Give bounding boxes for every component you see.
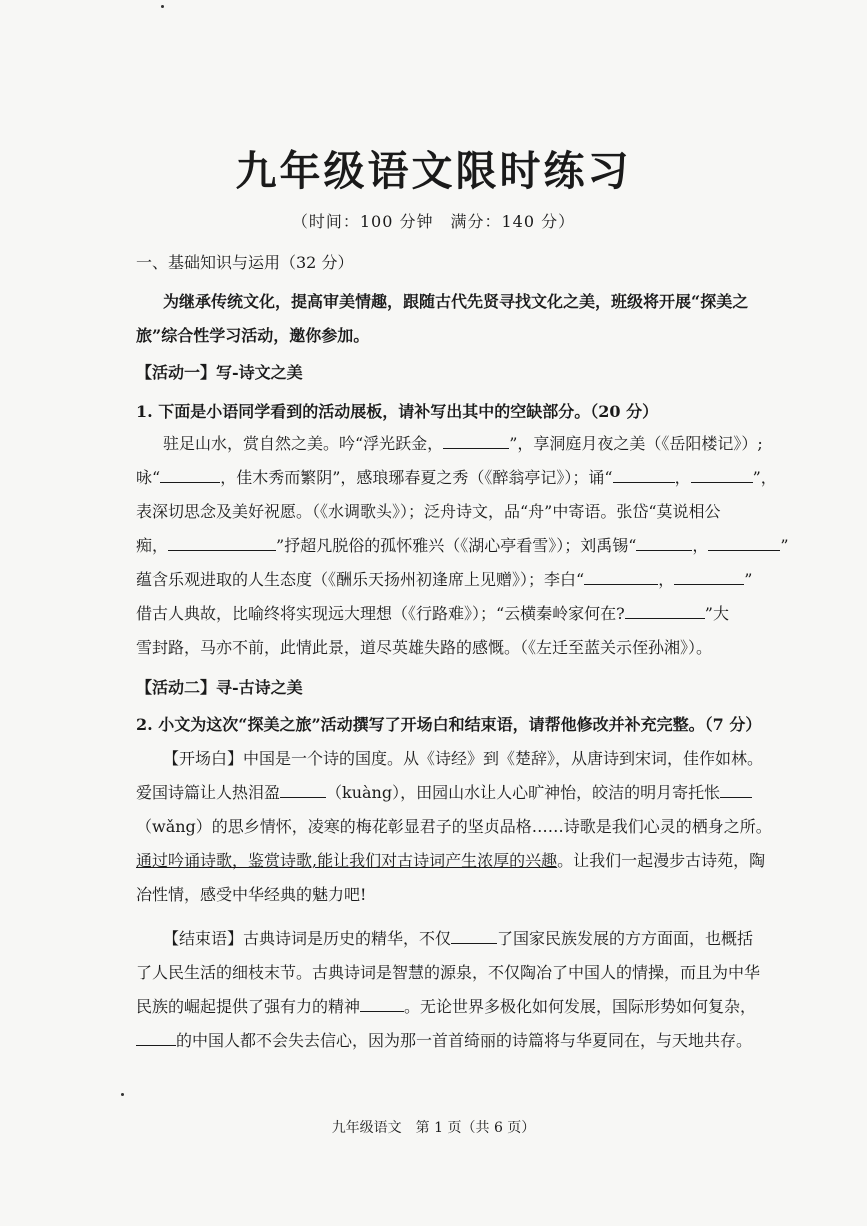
answer-blank[interactable] <box>451 929 497 944</box>
q1-line-6: 借古人典故，比喻终将实现远大理想（《行路难》）；“云横秦岭家何在? ”大 <box>136 604 729 623</box>
scan-speck <box>121 1093 124 1096</box>
opening-line-5: 冶性情，感受中华经典的魅力吧! <box>136 885 367 904</box>
intro-line-1: 为继承传统文化，提高审美情趣，跟随古代先贤寻找文化之美，班级将开展“探美之 <box>163 292 749 311</box>
q1-line-5: 蕴含乐观进取的人生态度（《酬乐天扬州初逢席上见赠》）；李白“ ， ” <box>136 570 753 589</box>
closing-line-4: 的中国人都不会失去信心，因为那一首首绮丽的诗篇将与华夏同在，与天地共存。 <box>136 1028 752 1051</box>
question1-heading: 1. 下面是小语同学看到的活动展板，请补写出其中的空缺部分。（20 分） <box>136 402 659 421</box>
q1-line-4: 痴， ”抒超凡脱俗的孤怀雅兴（《湖心亭看雪》）；刘禹锡“ ， ” <box>136 536 789 555</box>
answer-blank[interactable] <box>636 536 692 551</box>
answer-blank[interactable] <box>625 604 705 619</box>
scan-speck <box>161 5 164 8</box>
answer-blank[interactable] <box>674 570 744 585</box>
closing-line-2: 了人民生活的细枝末节。古典诗词是智慧的源泉，不仅陶冶了中国人的情操，而且为中华 <box>136 963 761 982</box>
answer-blank[interactable] <box>280 783 326 798</box>
q1-line-7: 雪封路，马亦不前，此情此景，道尽英雄失路的感慨。（《左迁至蓝关示侄孙湘》）。 <box>136 638 713 657</box>
section1-heading: 一、基础知识与运用（32 分） <box>136 253 354 272</box>
page-footer: 九年级语文 第 1 页（共 6 页） <box>331 1120 536 1136</box>
answer-blank[interactable] <box>443 434 509 449</box>
activity2-heading: 【活动二】寻-古诗之美 <box>136 678 303 697</box>
answer-blank[interactable] <box>720 783 752 798</box>
q1-line-2: 咏“ ，佳木秀而繁阴”，感琅琊春夏之秀（《醉翁亭记》）；诵“ ， ”， <box>136 468 777 487</box>
answer-blank[interactable] <box>708 536 780 551</box>
q1-line-3: 表深切思念及美好祝愿。（《水调歌头》）；泛舟诗文，品“舟”中寄语。张岱“莫说相公 <box>136 502 721 521</box>
exam-time-score: （时间：100 分钟 满分：140 分） <box>291 212 576 231</box>
closing-line-1: 【结束语】古典诗词是历史的精华，不仅 了国家民族发展的方方面面，也概括 <box>163 929 754 948</box>
answer-blank[interactable] <box>691 468 753 483</box>
opening-line-1: 【开场白】中国是一个诗的国度。从《诗经》到《楚辞》，从唐诗到宋词，佳作如林。 <box>163 749 764 768</box>
opening-line-4: 通过吟诵诗歌，鉴赏诗歌,能让我们对古诗词产生浓厚的兴趣。让我们一起漫步古诗苑，陶 <box>136 851 766 870</box>
answer-blank[interactable] <box>613 468 675 483</box>
answer-blank[interactable] <box>584 570 658 585</box>
activity1-heading: 【活动一】写-诗文之美 <box>136 363 303 382</box>
revision-sentence: 通过吟诵诗歌，鉴赏诗歌,能让我们对古诗词产生浓厚的兴趣 <box>136 851 558 870</box>
intro-line-2: 旅”综合性学习活动，邀你参加。 <box>136 326 370 345</box>
opening-line-2: 爱国诗篇让人热泪盈 （kuàng），田园山水让人心旷神怡，皎洁的明月寄托怅 <box>136 780 752 803</box>
answer-blank[interactable] <box>160 468 220 483</box>
answer-blank[interactable] <box>360 997 404 1012</box>
answer-blank[interactable] <box>136 1031 176 1046</box>
opening-line-3: （wǎng）的思乡情怀，凌寒的梅花彰显君子的坚贞品格……诗歌是我们心灵的栖身之所。 <box>136 817 772 836</box>
answer-blank[interactable] <box>168 536 276 551</box>
q1-line-1: 驻足山水，赏自然之美。吟“浮光跃金， ”，享洞庭月夜之美（《岳阳楼记》）; <box>163 434 763 453</box>
question2-heading: 2. 小文为这次“探美之旅”活动撰写了开场白和结束语，请帮他修改并补充完整。（7 分） <box>136 715 762 734</box>
closing-line-3: 民族的崛起提供了强有力的精神 。无论世界多极化如何发展，国际形势如何复杂， <box>136 997 757 1016</box>
page-title: 九年级语文限时练习 <box>235 147 632 195</box>
